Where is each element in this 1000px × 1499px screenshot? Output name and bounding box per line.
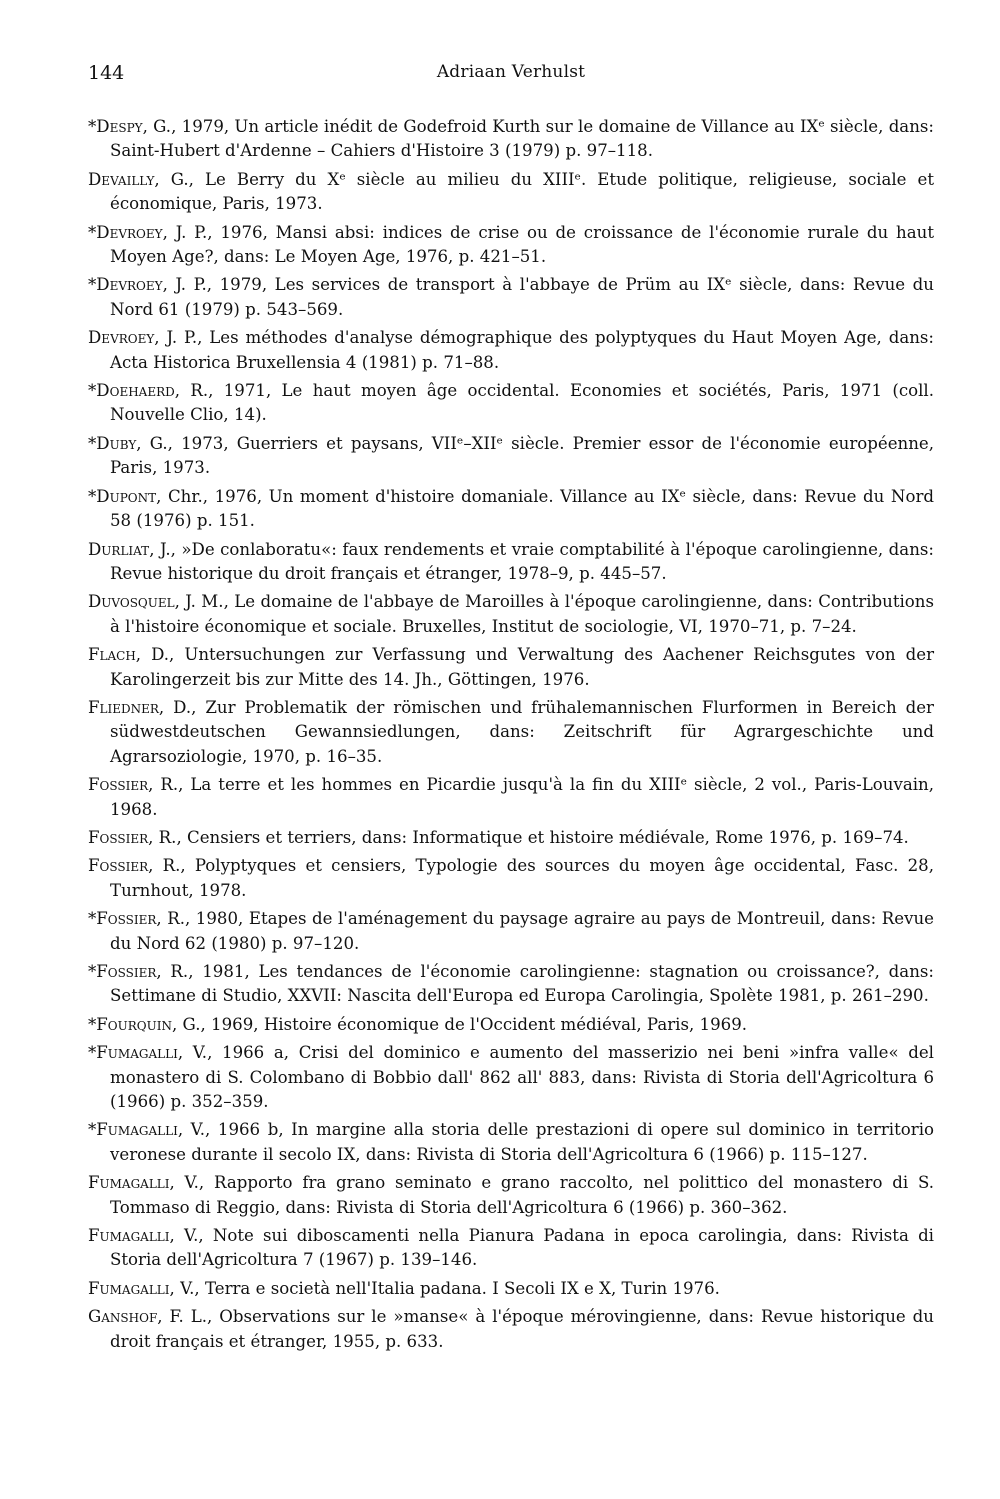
entry-text: , Chr., 1976, Un moment d'histoire domaniale. Villance au IXᵉ siècle, dans: Revue du Nord 58 (1976) p. 151.: [110, 486, 934, 531]
page-number: 144: [88, 62, 125, 84]
bibliography-entry: [88, 379, 934, 428]
entry-text: , G., 1979, Un article inédit de Godefroid Kurth sur le domaine de Villance au IXᵉ siècle, dans: Saint-Hubert d'Ardenne – Cahiers d'Histoire 3 (1979) p. 97–118.: [110, 117, 934, 161]
entry-author: Devroey: [88, 328, 155, 348]
entry-text: , F. L., Observations sur le »manse« à l'époque mérovingienne, dans: Revue historique du droit français et étranger, 1955, p. 633.: [110, 1307, 934, 1351]
bibliography-entry: [88, 273, 934, 322]
entry-marker: *: [88, 1120, 97, 1140]
entry-author: Fossier: [88, 827, 149, 847]
page-header: [88, 62, 934, 92]
bibliography-entry: [88, 907, 934, 956]
entry-text: , R., 1980, Etapes de l'aménagement du paysage agraire au pays de Montreuil, dans: Revue du Nord 62 (1980) p. 97–120.: [110, 909, 934, 953]
entry-text: , G., Le Berry du Xᵉ siècle au milieu du XIIIᵉ. Etude politique, religieuse, sociale et économique, Paris, 1973.: [110, 169, 934, 214]
entry-text: , V., Note sui diboscamenti nella Pianura Padana in epoca carolingia, dans: Rivista di Storia dell'Agricoltura 7 (1967) p. 139–146.: [110, 1226, 934, 1270]
entry-text: , V., 1966 a, Crisi del dominico e aumento del masserizio nei beni »infra valle« del monastero di S. Colombano di Bobbio dall' 862 all' 883, dans: Rivista di Storia dell'Agricoltura 6 (1966) p. 352–359.: [110, 1043, 934, 1112]
entry-author: Ganshof: [88, 1307, 158, 1327]
bibliography-entry: [88, 115, 934, 164]
bibliography-entry: [88, 1277, 934, 1301]
entry-marker: *: [88, 486, 97, 506]
entry-author: Dupont: [96, 486, 157, 506]
bibliography-entry: [88, 590, 934, 639]
entry-author: Fliedner: [88, 697, 159, 717]
entry-marker: *: [88, 433, 97, 453]
entry-author: Doehaerd: [96, 381, 175, 401]
entry-text: , J. P., 1976, Mansi absi: indices de crise ou de croissance de l'économie rurale du haut Moyen Age?, dans: Le Moyen Age, 1976, p. 421–51.: [110, 222, 934, 267]
bibliography-entry: [88, 485, 934, 534]
bibliography-entry: [88, 538, 934, 587]
bibliography-entry: [88, 1171, 934, 1220]
entry-text: , J. P., 1979, Les services de transport à l'abbaye de Prüm au IXᵉ siècle, dans: Revue du Nord 61 (1979) p. 543–569.: [110, 275, 934, 319]
entry-text: , R., Censiers et terriers, dans: Informatique et histoire médiévale, Rome 1976, p. 169–74.: [148, 827, 909, 847]
entry-author: Durliat: [88, 539, 150, 559]
entry-author: Devroey: [96, 275, 163, 295]
entry-marker: *: [88, 222, 97, 242]
bibliography-list: [88, 115, 934, 1358]
entry-text: , R., Polyptyques et censiers, Typologie des sources du moyen âge occidental, Fasc. 28, Turnhout, 1978.: [110, 856, 934, 900]
entry-marker: *: [88, 962, 97, 981]
running-head: Adriaan Verhulst: [436, 62, 586, 82]
bibliography-entry: [88, 1305, 934, 1354]
bibliography-entry: [88, 1118, 934, 1167]
entry-author: Flach: [88, 645, 136, 665]
entry-marker: *: [88, 381, 97, 401]
bibliography-entry: [88, 221, 934, 270]
bibliography-entry: [88, 960, 934, 1009]
bibliography-entry: [88, 432, 934, 481]
entry-text: , G., 1969, Histoire économique de l'Occident médiéval, Paris, 1969.: [172, 1014, 748, 1034]
entry-text: , G., 1973, Guerriers et paysans, VIIᵉ–XIIᵉ siècle. Premier essor de l'économie européenne, Paris, 1973.: [110, 433, 934, 478]
entry-text: , R., 1981, Les tendances de l'économie carolingienne: stagnation ou croissance?, dans: Settimane di Studio, XXVII: Nascita dell'Europa ed Europa Carolingia, Spolète 1981, p. 261–290.: [110, 962, 934, 1006]
entry-text: , D., Untersuchungen zur Verfassung und Verwaltung des Aachener Reichsgutes von der Karolingerzeit bis zur Mitte des 14. Jh., Göttingen, 1976.: [110, 645, 934, 689]
entry-text: , D., Zur Problematik der römischen und frühalemannischen Flurformen in Bereich der südwestdeutschen Gewannsiedlungen, dans: Zeitschrift für Agrargeschichte und Agrarsoziologie, 1970, p. 16–35.: [110, 697, 934, 766]
bibliography-entry: [88, 826, 934, 850]
entry-author: Fourquin: [96, 1014, 172, 1034]
entry-author: Fumagalli: [88, 1226, 170, 1246]
entry-author: Fossier: [88, 775, 149, 795]
entry-author: Fossier: [88, 856, 149, 876]
entry-marker: *: [88, 117, 97, 136]
entry-author: Fumagalli: [96, 1120, 178, 1140]
bibliography-entry: [88, 1041, 934, 1114]
entry-text: , V., 1966 b, In margine alla storia delle prestazioni di opere sul dominico in territorio veronese durante il secolo IX, dans: Rivista di Storia dell'Agricoltura 6 (1966) p. 115–127.: [110, 1120, 934, 1164]
entry-marker: *: [88, 1043, 97, 1063]
bibliography-entry: [88, 696, 934, 769]
entry-author: Devroey: [96, 222, 163, 242]
entry-text: , V., Rapporto fra grano seminato e grano raccolto, nel polittico del monastero di S. Tommaso di Reggio, dans: Rivista di Storia dell'Agricoltura 6 (1966) p. 360–362.: [110, 1173, 934, 1217]
bibliography-entry: [88, 168, 934, 217]
entry-text: , R., 1971, Le haut moyen âge occidental. Economies et sociétés, Paris, 1971 (coll. Nouvelle Clio, 14).: [110, 381, 934, 425]
entry-marker: *: [88, 275, 97, 295]
entry-author: Fumagalli: [88, 1173, 170, 1193]
entry-text: , J. P., Les méthodes d'analyse démographique des polyptyques du Haut Moyen Age, dans: Acta Historica Bruxellensia 4 (1981) p. 71–88.: [110, 328, 934, 372]
bibliography-entry: [88, 1013, 934, 1037]
bibliography-entry: [88, 854, 934, 903]
bibliography-entry: [88, 773, 934, 822]
entry-text: , J. M., Le domaine de l'abbaye de Maroilles à l'époque carolingienne, dans: Contributions à l'histoire économique et sociale. Bruxelles, Institut de sociologie, VI, 1970–71, p. 7–24.: [110, 592, 934, 636]
bibliography-entry: [88, 326, 934, 375]
entry-author: Devailly: [88, 169, 155, 189]
entry-author: Fossier: [96, 909, 157, 929]
entry-author: Duby: [96, 433, 137, 453]
entry-text: , V., Terra e società nell'Italia padana. I Secoli IX e X, Turin 1976.: [169, 1278, 720, 1298]
bibliography-entry: [88, 1224, 934, 1273]
entry-text: , J., »De conlaboratu«: faux rendements et vraie comptabilité à l'époque carolingienne, dans: Revue historique du droit français et étranger, 1978–9, p. 445–57.: [110, 539, 934, 583]
entry-author: Fumagalli: [88, 1278, 170, 1298]
entry-author: Fumagalli: [96, 1043, 178, 1063]
entry-author: Fossier: [96, 962, 157, 981]
bibliography-entry: [88, 643, 934, 692]
entry-marker: *: [88, 909, 97, 929]
entry-author: Duvosquel: [88, 592, 175, 612]
entry-text: , R., La terre et les hommes en Picardie jusqu'à la fin du XIIIᵉ siècle, 2 vol., Paris-Louvain, 1968.: [110, 775, 934, 819]
entry-author: Despy: [96, 117, 143, 136]
entry-marker: *: [88, 1014, 97, 1034]
